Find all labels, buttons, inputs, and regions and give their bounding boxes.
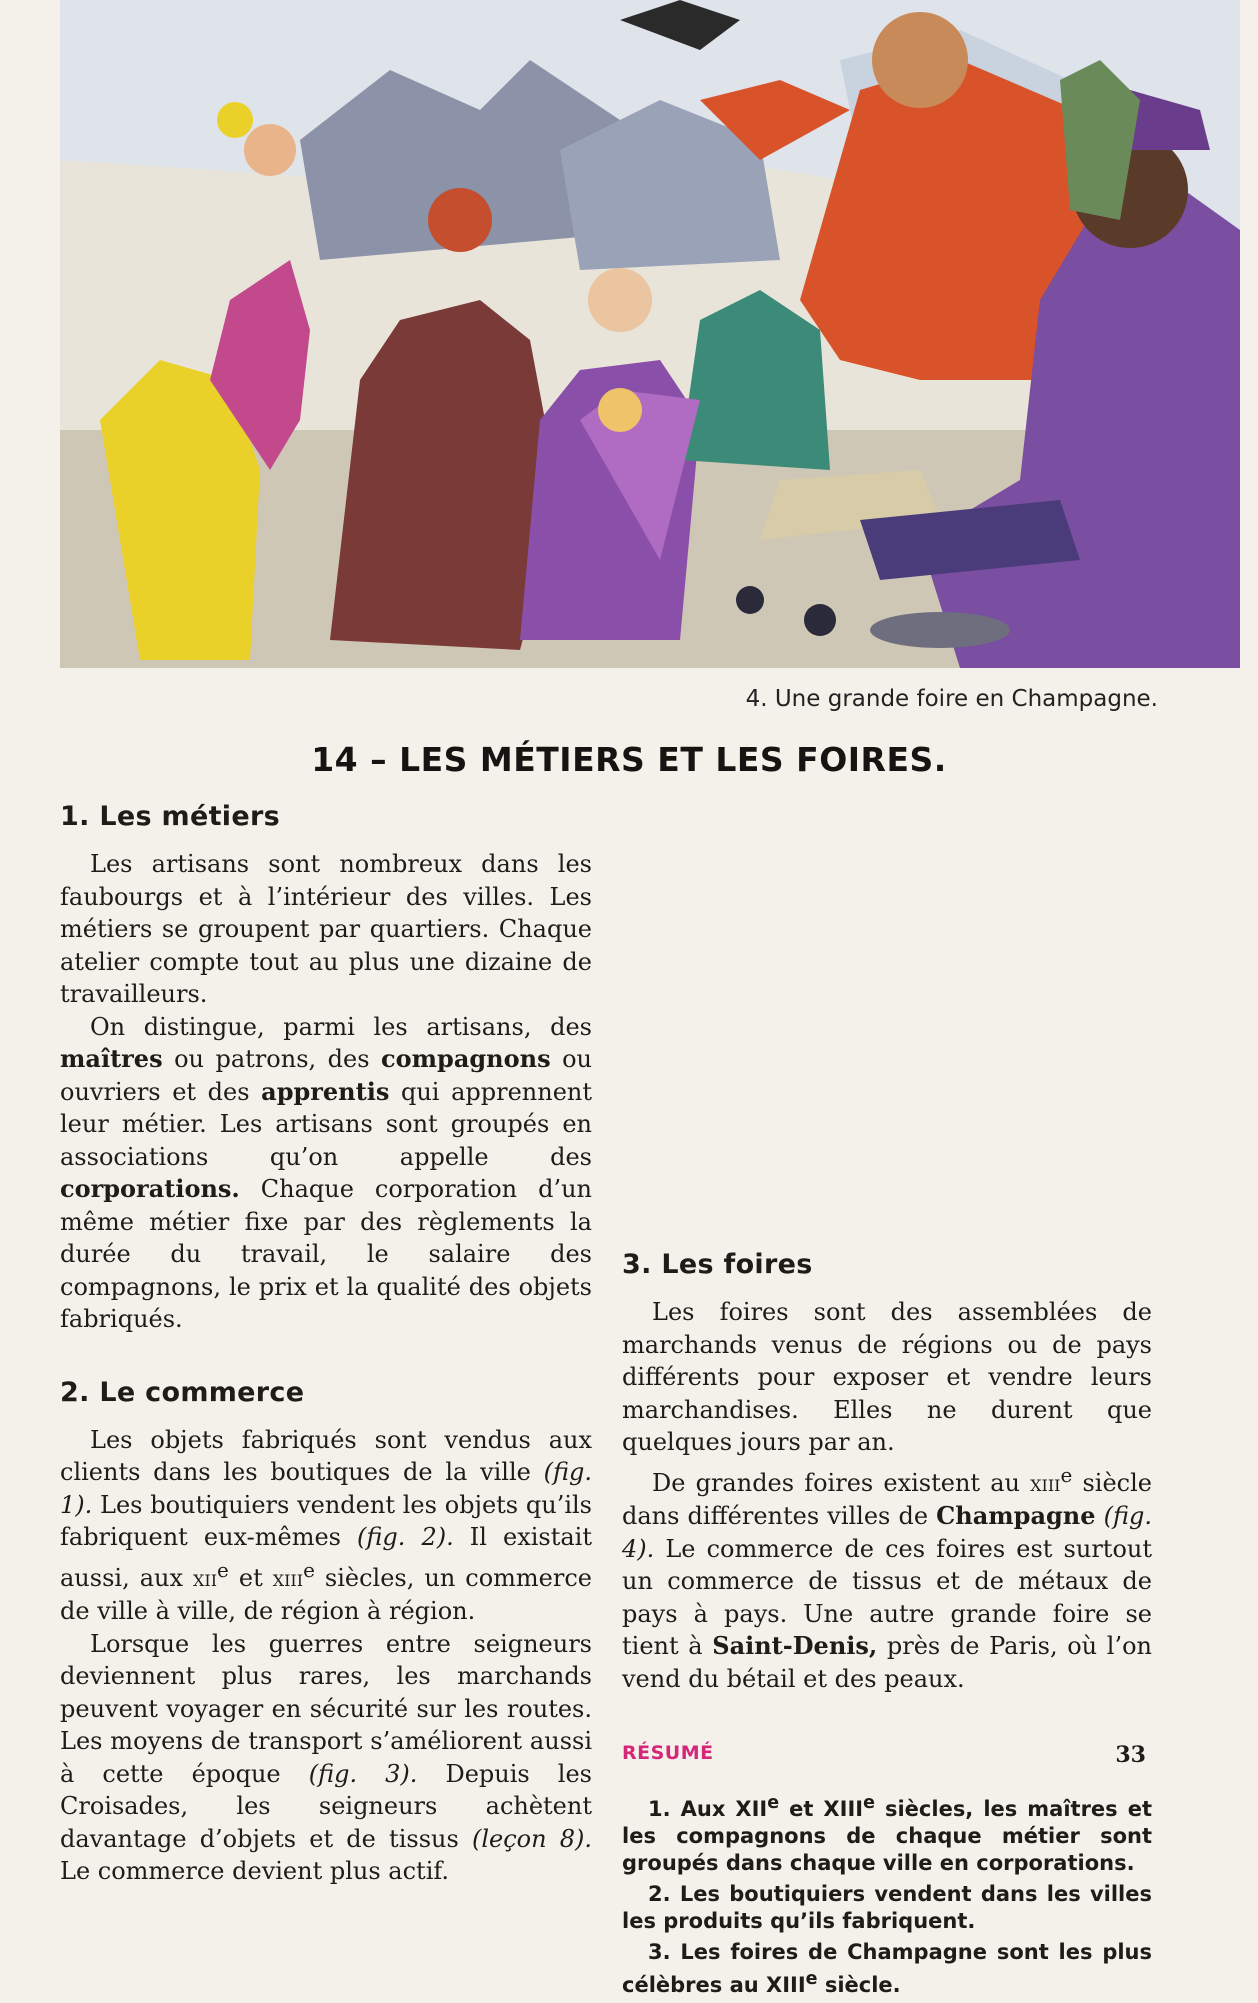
text-run: qui apprennent leur métier. Les artisans sont groupés en associations qu’on appelle des [60, 1077, 592, 1171]
left-column [60, 800, 592, 1888]
text-run: Il existait aussi, aux [60, 1523, 592, 1592]
figure-reference: (fig. 2). [357, 1523, 454, 1551]
text-run: près de Paris, où l’on vend du bétail et des peaux. [622, 1632, 1152, 1693]
place-champagne: Champagne [936, 1501, 1096, 1530]
paragraph-commerce-2 [60, 1628, 592, 1888]
text-run: Les boutiquiers vendent les objets qu’ils fabriquent eux-mêmes [60, 1490, 592, 1551]
resume-item-3 [622, 1939, 1152, 1999]
text-run: Le commerce de ces foires est surtout un commerce de tissus et de métaux de pays à pays. Une autre grande foire se tient à [622, 1534, 1152, 1660]
text-run: et [228, 1563, 273, 1592]
ordinal-suffix: e [217, 1557, 229, 1582]
fair-illustration [60, 0, 1240, 668]
text-run: De grandes foires existent au [652, 1468, 1031, 1497]
resume-label: RÉSUMÉ [622, 1742, 714, 1764]
text-run: siècle dans différentes villes de [622, 1468, 1152, 1530]
ordinal-suffix: e [303, 1557, 315, 1582]
champagne-fair-drawing [60, 0, 1240, 668]
place-saint-denis: Saint-Denis, [712, 1631, 878, 1660]
term-maitres: maîtres [60, 1044, 163, 1073]
text-run: Le commerce devient plus actif. [60, 1857, 450, 1885]
page-number: 33 [1115, 1742, 1146, 1768]
resume-item-2: 2. Les boutiquiers vendent dans les villes les produits qu’ils fabriquent. [622, 1881, 1152, 1933]
figure-reference: (fig. 3). [308, 1759, 418, 1788]
text-run: ou patrons, des [162, 1045, 382, 1073]
text-run: On distingue, parmi les artisans, des [90, 1012, 592, 1041]
century-numeral: xiii [272, 1565, 304, 1592]
resume-block [622, 1790, 1152, 1999]
ordinal-suffix: e [767, 1792, 780, 1813]
section-heading-commerce: 2. Le commerce [60, 1376, 305, 1408]
term-apprentis: apprentis [261, 1076, 390, 1106]
paragraph-metiers-1: Les artisans sont nombreux dans les faubourgs et à l’intérieur des villes. Les métiers se groupent par quartiers. Chaque atelier compte tout au plus une dizaine de travailleurs. [60, 850, 592, 1008]
ordinal-suffix: e [863, 1792, 875, 1813]
text-run: 3. Les foires de Champagne sont les plus célèbres au XIII [622, 1939, 1152, 1997]
figure-reference: (fig. 4). [622, 1502, 1152, 1563]
lesson-title: 14 – LES MÉTIERS ET LES FOIRES. [311, 740, 947, 779]
resume-item-1 [622, 1790, 1152, 1877]
paragraph-commerce-1 [60, 1424, 592, 1628]
text-run [1096, 1502, 1104, 1530]
text-run: Depuis les Croisades, les seigneurs achètent davantage d’objets et de tissus [60, 1759, 592, 1853]
text-run: Lorsque les guerres entre seigneurs deviennent plus rares, les marchands peuvent voyager en sécurité sur les routes. Les moyens de transport s’améliorent aussi à cette époque [60, 1629, 592, 1788]
term-compagnons: compagnons [381, 1044, 551, 1073]
century-numeral: xii [193, 1565, 218, 1592]
paragraph-metiers-2 [60, 1011, 592, 1336]
text-run: ou ouvriers et des [60, 1045, 592, 1106]
section-heading-foires: 3. Les foires [622, 1249, 813, 1280]
figure-caption: 4. Une grande foire en Champagne. [745, 686, 1158, 712]
section-heading-metiers: 1. Les métiers [60, 801, 280, 832]
text-run: Chaque corporation d’un même métier fixe par des règlements la durée du travail, le salaire des compagnons, le prix et la qualité des objets fabriqués. [60, 1175, 592, 1333]
text-run: Les objets fabriqués sont vendus aux clients dans les boutiques de la ville [60, 1425, 592, 1486]
text-run: siècles, un commerce de ville à ville, de région à région. [60, 1563, 593, 1625]
figure-reference: (fig. 1). [60, 1458, 592, 1519]
text-run: siècle. [817, 1972, 901, 1997]
lesson-reference: (leçon 8). [471, 1824, 592, 1853]
text-run: et XIII [779, 1796, 864, 1821]
paragraph-foires-1: Les foires sont des assemblées de marchands venus de régions ou de pays différents pour exposer et vendre leurs marchandises. Elles ne durent que quelques jours par an. [622, 1298, 1152, 1456]
text-run: siècles, les maîtres et les compagnons de chaque métier sont groupés dans chaque ville en corporations. [622, 1796, 1152, 1875]
century-numeral: xiii [1030, 1470, 1061, 1497]
term-corporations: corporations. [60, 1174, 240, 1203]
text-run: 1. Aux XII [648, 1796, 768, 1821]
ordinal-suffix: e [805, 1968, 818, 1989]
ordinal-suffix: e [1060, 1462, 1073, 1487]
right-column [622, 1248, 1152, 2003]
paragraph-foires-2 [622, 1459, 1152, 1696]
